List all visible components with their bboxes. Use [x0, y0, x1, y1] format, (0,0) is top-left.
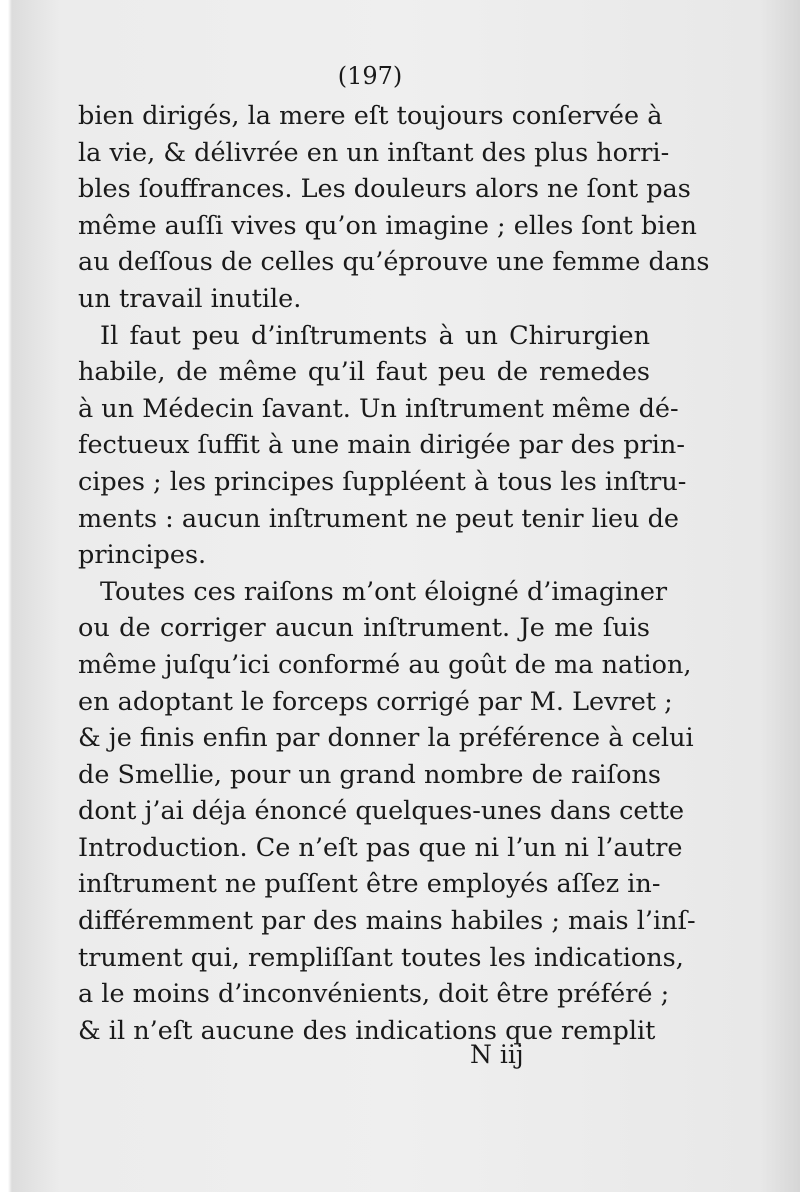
text-line: & il n’eſt aucune des indications que remplit [78, 1015, 656, 1046]
text-line: ments : aucun inſtrument ne peut tenir lieu de [78, 503, 679, 534]
text-line: & je finis enfin par donner la préférence à celui [78, 723, 694, 754]
text-line: à un Médecin ſavant. Un inſtrument même dé- [78, 393, 679, 424]
text-line: différemment par des mains habiles ; mais l’inſ- [78, 906, 696, 937]
text-line: Introduction. Ce n’eſt pas que ni l’un ni l’autre [78, 832, 683, 863]
text-line: bles ſouffrances. Les douleurs alors ne ſont pas [78, 174, 691, 205]
text-line: Il faut peu d’inſtruments à un Chirurgien [100, 320, 650, 351]
text-line: fectueux ſuffit à une main dirigée par des prin- [78, 430, 685, 461]
page-number: (197) [337, 62, 403, 90]
text-line: Toutes ces raiſons m’ont éloigné d’imaginer [100, 576, 668, 607]
signature-mark: N iij [470, 1040, 524, 1069]
text-line: même juſqu’ici conformé au goût de ma nation, [78, 649, 692, 680]
text-line: a le moins d’inconvénients, doit être préféré ; [78, 979, 670, 1010]
text-line: dont j’ai déja énoncé quelques-unes dans cette [78, 796, 685, 827]
body-text [78, 98, 710, 1049]
text-line: principes. [78, 540, 207, 571]
text-line: inſtrument ne puſſent être employés aſſez in- [78, 869, 661, 900]
text-line: même auſſi vives qu’on imagine ; elles ſont bien [78, 210, 697, 241]
text-line: au deſſous de celles qu’éprouve une femme dans [78, 247, 710, 278]
text-line: trument qui, rempliſſant toutes les indications, [78, 942, 684, 973]
text-line: bien dirigés, la mere eſt toujours conſervée à [78, 101, 663, 131]
text-line: en adoptant le forceps corrigé par M. Levret ; [78, 686, 673, 717]
text-line: cipes ; les principes ſuppléent à tous les inſtru- [78, 466, 687, 497]
text-line: habile, de même qu’il faut peu de remedes [78, 357, 650, 388]
text-line: ou de corriger aucun inſtrument. Je me ſuis [78, 613, 650, 644]
text-line: la vie, & délivrée en un inſtant des plus horri- [78, 137, 670, 168]
text-line: un travail inutile. [78, 283, 302, 314]
text-line: de Smellie, pour un grand nombre de raiſons [78, 759, 661, 790]
